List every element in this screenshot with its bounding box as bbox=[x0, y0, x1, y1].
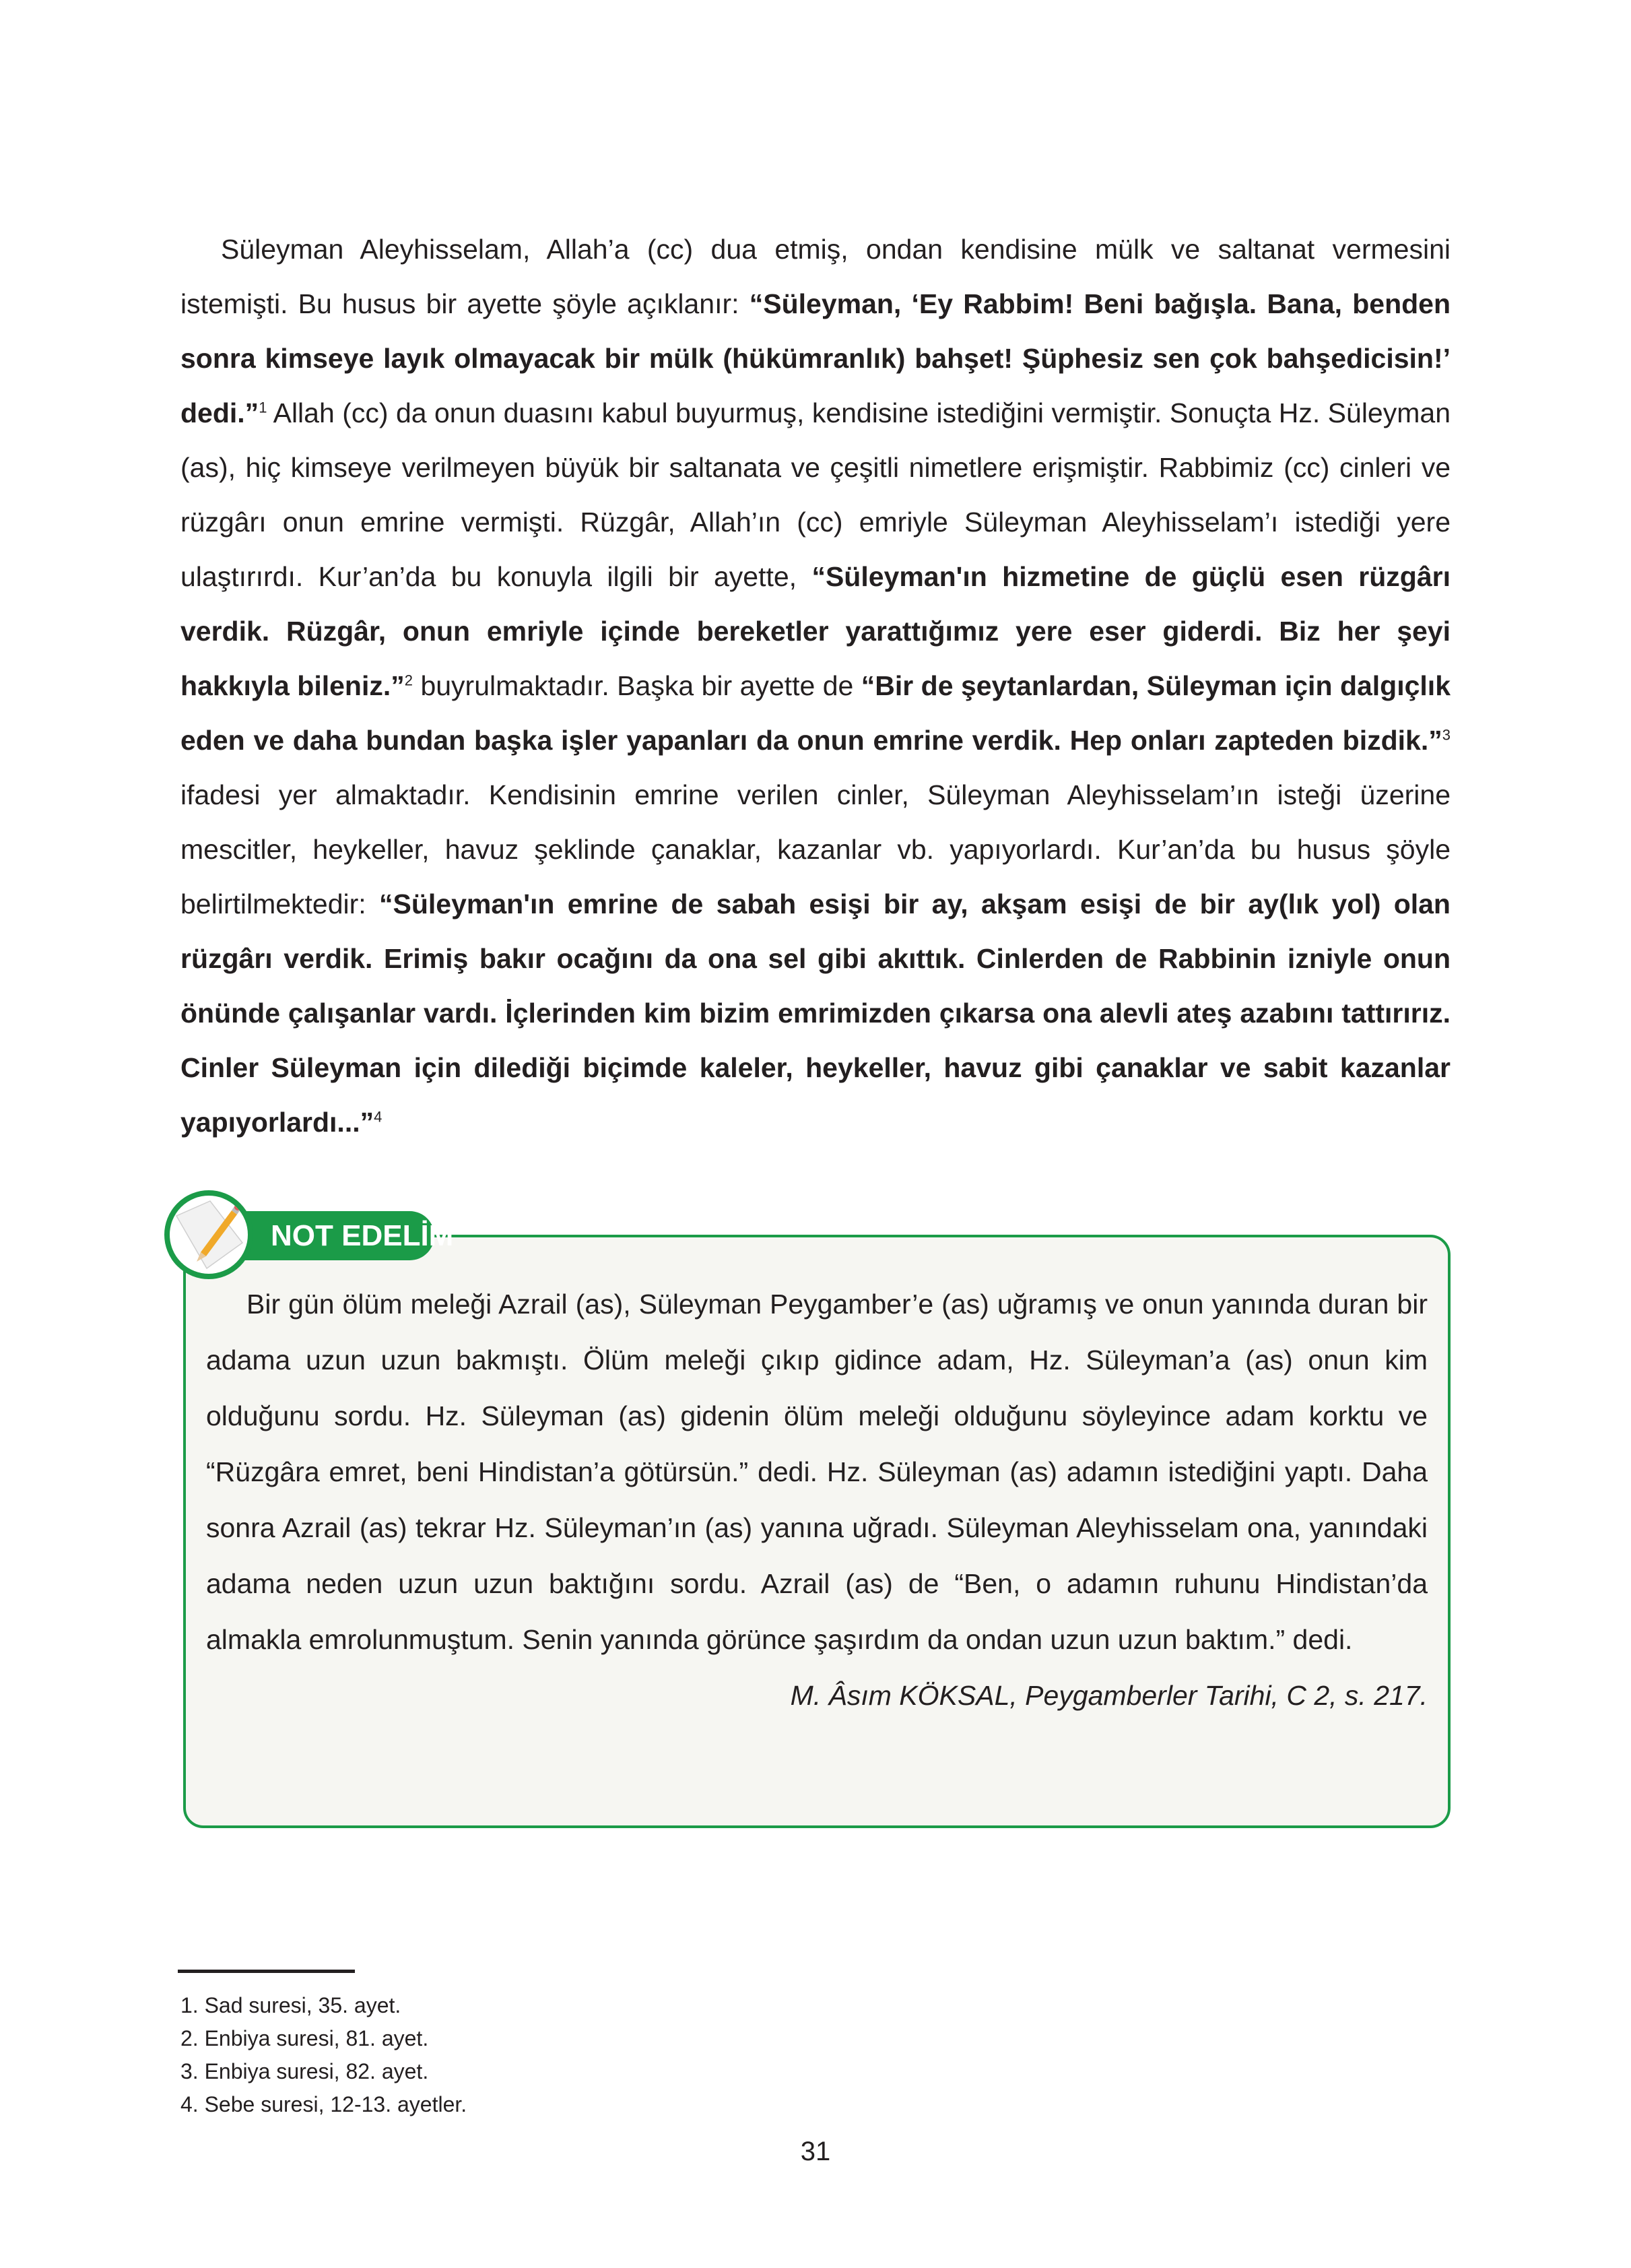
quoted-verse: “Bir de şeytanlardan, Süleyman için dalgıçlık eden ve daha bundan başka işler yapanları da onun emrine verdik. Hep onları zapteden bizdik.” bbox=[180, 670, 1451, 756]
footnote: 2. Enbiya suresi, 81. ayet. bbox=[180, 2026, 429, 2050]
text-run: Allah (cc) da onun duasını kabul buyurmuş, kendisine istediğini vermiştir. Sonuçta Hz. Süleyman (as), hiç kimseye verilmeyen büyük bir saltanata ve çeşitli nimetlere erişmiştir. Rabbimiz (cc) cinleri ve rüzgârı onun emrine vermişti. Rüzgâr, Allah’ın (cc) emriyle Süleyman Aleyhisselam’ı istediği yere ulaştırırdı. Kur’an’da bu konuyla ilgili bir ayette, bbox=[180, 397, 1451, 592]
page-number: 31 bbox=[800, 2137, 831, 2166]
quoted-verse: “Süleyman'ın hizmetine de güçlü esen rüzgârı verdik. Rüzgâr, onun emriyle içinde bereketler yarattığımız yere eser giderdi. Biz her şeyi hakkıyla bileniz.” bbox=[180, 561, 1451, 701]
footnote-section bbox=[180, 1970, 1451, 2121]
footnote: 3. Enbiya suresi, 82. ayet. bbox=[180, 2059, 429, 2083]
quoted-verse: “Süleyman'ın emrine de sabah esişi bir ay, akşam esişi de bir ay(lık yol) olan rüzgârı verdik. Erimiş bakır ocağını da ona sel gibi akıttık. Cinlerden de Rabbinin izniyle onun önünde çalışanlar vardı. İçlerinden kim bizim emrimizden çıkarsa ona alevli ateş azabını tattırırız. Cinler Süleyman için dilediği biçimde kaleler, heykeller, havuz gibi çanaklar ve sabit kazanlar yapıyorlardı...” bbox=[180, 888, 1451, 1138]
text-run: ifadesi yer almaktadır. Kendisinin emrine verilen cinler, Süleyman Aleyhisselam’ın isteği üzerine mescitler, heykeller, havuz şeklinde çanaklar, kazanlar vb. yapıyorlardı. Kur’an’da bu husus şöyle belirtilmektedir: bbox=[180, 779, 1451, 919]
footnote-ref: 4 bbox=[374, 1108, 382, 1126]
text-run: Süleyman Aleyhisselam, Allah’a (cc) dua etmiş, ondan kendisine mülk ve saltanat vermesini istemişti. Bu husus bir ayette şöyle açıklanır: bbox=[180, 234, 1451, 319]
note-title: NOT EDELİM bbox=[271, 1219, 454, 1252]
footnote-ref: 1 bbox=[259, 399, 267, 416]
note-section bbox=[183, 1190, 1451, 1828]
note-box bbox=[183, 1235, 1451, 1828]
pencil-paper-icon bbox=[164, 1190, 253, 1279]
main-paragraph bbox=[180, 222, 1451, 1150]
page-content bbox=[180, 222, 1451, 2121]
note-text: Bir gün ölüm meleği Azrail (as), Süleyman Peygamber’e (as) uğramış ve onun yanında duran bir adama uzun uzun bakmıştı. Ölüm meleği çıkıp gidince adam, Hz. Süleyman’a (as) onun kim olduğunu sordu. Hz. Süleyman (as) gidenin ölüm meleği olduğunu söyleyince adam korktu ve “Rüzgâra emret, beni Hindistan’a götürsün.” dedi. Hz. Süleyman (as) adamın istediğini yaptı. Daha sonra Azrail (as) tekrar Hz. Süleyman’ın (as) yanına uğradı. Süleyman Aleyhisselam ona, yanındaki adama neden uzun uzun baktığını sordu. Azrail (as) de “Ben, o adamın ruhunu Hindistan’da almakla emrolunmuştum. Senin yanında görünce şaşırdım da ondan uzun uzun baktım.” dedi. bbox=[206, 1289, 1428, 1655]
footnote-ref: 3 bbox=[1442, 726, 1451, 744]
footnote: 4. Sebe suresi, 12-13. ayetler. bbox=[180, 2092, 467, 2116]
quoted-verse: “Süleyman, ‘Ey Rabbim! Beni bağışla. Bana, benden sonra kimseye layık olmayacak bir mülk (hükümranlık) bahşet! Şüphesiz sen çok bahşedicisin!’ dedi.” bbox=[180, 288, 1451, 428]
footnote-divider bbox=[178, 1970, 355, 1973]
note-title-badge bbox=[236, 1211, 454, 1260]
text-run: buyrulmaktadır. Başka bir ayette de bbox=[413, 670, 861, 701]
footnote: 1. Sad suresi, 35. ayet. bbox=[180, 1993, 401, 2017]
footnotes bbox=[180, 1989, 1451, 2121]
footnote-ref: 2 bbox=[404, 672, 413, 689]
note-citation: M. Âsım KÖKSAL, Peygamberler Tarihi, C 2, s. 217. bbox=[790, 1680, 1428, 1711]
